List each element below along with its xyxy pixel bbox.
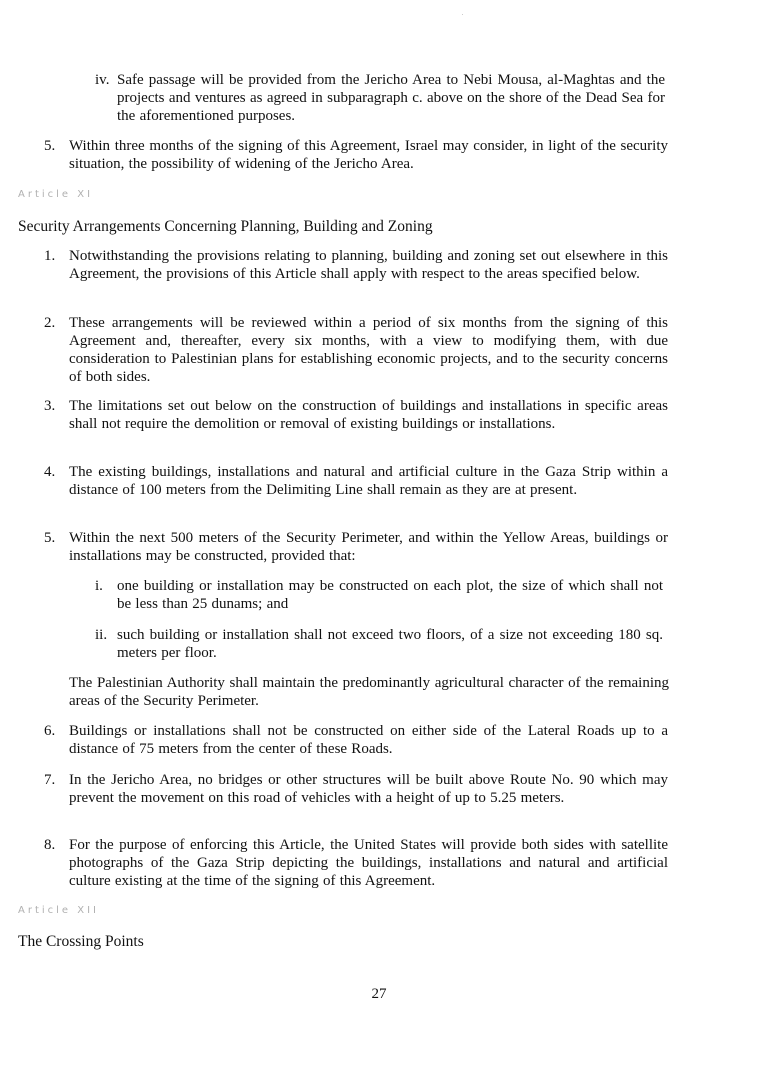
list-item-1 <box>44 247 668 283</box>
list-item-4 <box>44 463 668 499</box>
list-item-8 <box>44 836 668 890</box>
subitem-marker: ii. <box>95 627 108 643</box>
item-5-closing-paragraph: The Palestinian Authority shall maintain the predominantly agricultural character of the remaining areas of the Security Perimeter. <box>69 675 669 709</box>
item-text: Notwithstanding the provisions relating to planning, building and zoning set out elsewhere in this Agreement, the provisions of this Article shall apply with respect to the areas specified below. <box>69 248 668 282</box>
list-item-2 <box>44 314 668 386</box>
section-title: Security Arrangements Concerning Planning, Building and Zoning <box>18 218 433 235</box>
list-item-7 <box>44 771 668 807</box>
article-heading-faded: Article XI <box>18 189 94 200</box>
item-marker: 2. <box>44 315 56 331</box>
item-text: Within three months of the signing of this Agreement, Israel may consider, in light of the security situation, the possibility of widening of the Jericho Area. <box>69 138 668 172</box>
item-text: In the Jericho Area, no bridges or other structures will be built above Route No. 90 which may prevent the movement on this road of vehicles with a height of up to 5.25 meters. <box>69 772 668 806</box>
article-heading-faded: Article XII <box>18 905 100 916</box>
subitem-text: such building or installation shall not exceed two floors, of a size not exceeding 180 sq. meters per floor. <box>117 627 663 661</box>
subitem-iv <box>95 71 665 125</box>
item-text: The limitations set out below on the construction of buildings and installations in specific areas shall not require the demolition or removal of existing buildings or installations. <box>69 398 668 432</box>
item-marker: 3. <box>44 398 56 414</box>
item-marker: 8. <box>44 837 56 853</box>
subitem-marker: iv. <box>95 72 110 88</box>
subitem-ii <box>95 626 663 662</box>
subitem-i <box>95 577 663 613</box>
item-text: Buildings or installations shall not be constructed on either side of the Lateral Roads up to a distance of 75 meters from the center of these Roads. <box>69 723 668 757</box>
item-marker: 7. <box>44 772 56 788</box>
page-number: 27 <box>371 986 387 1002</box>
item-marker: 5. <box>44 138 56 154</box>
list-item-5 <box>44 529 668 565</box>
list-item-5-prev <box>44 137 668 173</box>
subitem-marker: i. <box>95 578 103 594</box>
item-marker: 5. <box>44 530 56 546</box>
item-text: These arrangements will be reviewed within a period of six months from the signing of this Agreement and, thereafter, every six months, with a view to modifying them, with due consideration to Palestinian plans for establishing economic projects, and to the security concerns of both sides. <box>69 315 668 385</box>
item-marker: 4. <box>44 464 56 480</box>
scan-artifact <box>462 14 463 15</box>
section-title: The Crossing Points <box>18 933 144 950</box>
item-marker: 1. <box>44 248 56 264</box>
subitem-text: one building or installation may be constructed on each plot, the size of which shall not be less than 25 dunams; and <box>117 578 663 612</box>
list-item-6 <box>44 722 668 758</box>
item-text: Within the next 500 meters of the Security Perimeter, and within the Yellow Areas, buildings or installations may be constructed, provided that: <box>69 530 668 564</box>
subitem-text: Safe passage will be provided from the Jericho Area to Nebi Mousa, al-Maghtas and the projects and ventures as agreed in subparagraph c. above on the shore of the Dead Sea for the aforementioned purposes. <box>117 72 665 124</box>
item-text: The existing buildings, installations and natural and artificial culture in the Gaza Strip within a distance of 100 meters from the Delimiting Line shall remain as they are at present. <box>69 464 668 498</box>
list-item-3 <box>44 397 668 433</box>
item-text: For the purpose of enforcing this Article, the United States will provide both sides with satellite photographs of the Gaza Strip depicting the buildings, installations and natural and artificial culture existing at the time of the signing of this Agreement. <box>69 837 668 889</box>
item-marker: 6. <box>44 723 56 739</box>
